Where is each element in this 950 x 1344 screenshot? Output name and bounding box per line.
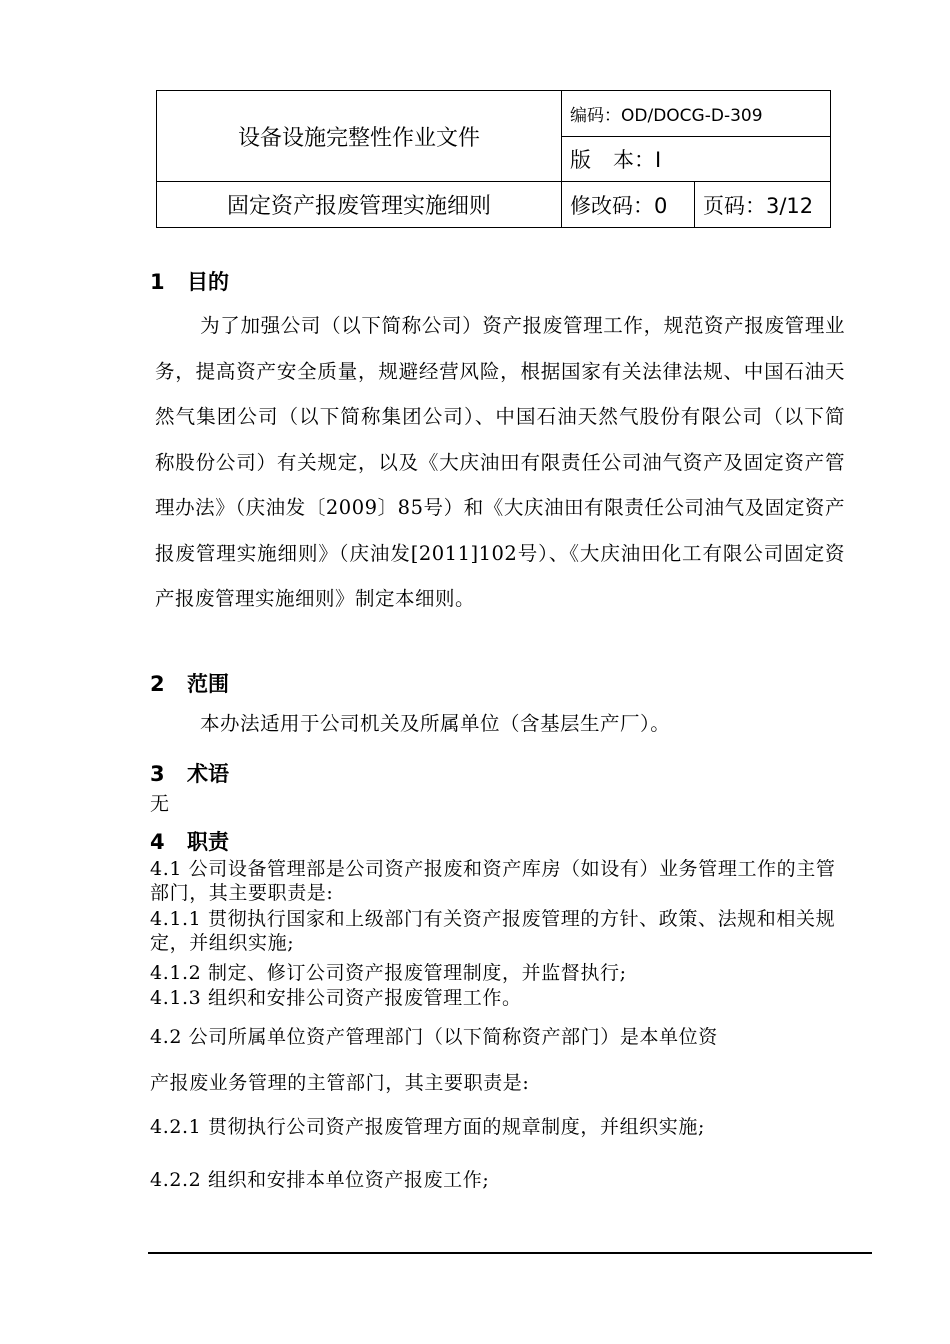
doc-page-number: 页码：3/12 bbox=[695, 182, 831, 228]
doc-version bbox=[562, 137, 831, 182]
duty-4-2-1: 4.2.1 贯彻执行公司资产报废管理方面的规章制度，并组织实施; bbox=[150, 1116, 705, 1138]
duty-4-2-line1: 4.2 公司所属单位资产管理部门（以下简称资产部门）是本单位资 bbox=[150, 1026, 718, 1048]
section-heading-duties: 4 职责 bbox=[150, 830, 229, 854]
terms-text: 无 bbox=[150, 793, 170, 815]
version-value: 本：Ⅰ bbox=[613, 148, 662, 172]
doc-code: 编码：OD/DOCG-D-309 bbox=[562, 91, 831, 137]
duty-4-1-3: 4.1.3 组织和安排公司资产报废管理工作。 bbox=[150, 987, 522, 1009]
section-heading-terms: 3 术语 bbox=[150, 762, 229, 786]
duty-4-1-2: 4.1.2 制定、修订公司资产报废管理制度，并监督执行; bbox=[150, 962, 627, 984]
duty-4-1: 4.1 公司设备管理部是公司资产报废和资产库房（如设有）业务管理工作的主管部门，其主要职责是: bbox=[150, 858, 836, 904]
duty-4-2-2: 4.2.2 组织和安排本单位资产报废工作; bbox=[150, 1169, 490, 1191]
scope-paragraph: 本办法适用于公司机关及所属单位（含基层生产厂）。 bbox=[200, 712, 671, 735]
doc-revision: 修改码：0 bbox=[562, 182, 695, 228]
duty-4-2-line2: 产报废业务管理的主管部门，其主要职责是: bbox=[150, 1072, 530, 1094]
footer-rule bbox=[148, 1252, 872, 1254]
section-heading-purpose: 1 目的 bbox=[150, 270, 229, 294]
doc-series-title: 设备设施完整性作业文件 bbox=[157, 91, 562, 182]
section-heading-scope: 2 范围 bbox=[150, 672, 229, 696]
version-label: 版 bbox=[570, 148, 591, 172]
doc-title: 固定资产报废管理实施细则 bbox=[157, 182, 562, 228]
purpose-paragraph: 为了加强公司（以下简称公司）资产报废管理工作，规范资产报废管理业务，提高资产安全质量，规避经营风险，根据国家有关法律法规、中国石油天然气集团公司（以下简称集团公司）、中国石油天然气股份有限公司（以下简称股份公司）有关规定，以及《大庆油田有限责任公司油气资产及固定资产管理办法》（庆油发〔2009〕85号）和《大庆油田有限责任公司油气及固定资产报废管理实施细则》（庆油发[2011]102号）、《大庆油田化工有限公司固定资产报废管理实施细则》制定本细则。 bbox=[155, 314, 845, 610]
document-header-table bbox=[156, 90, 831, 228]
duty-4-1-1: 4.1.1 贯彻执行国家和上级部门有关资产报废管理的方针、政策、法规和相关规定，并组织实施; bbox=[150, 908, 836, 954]
